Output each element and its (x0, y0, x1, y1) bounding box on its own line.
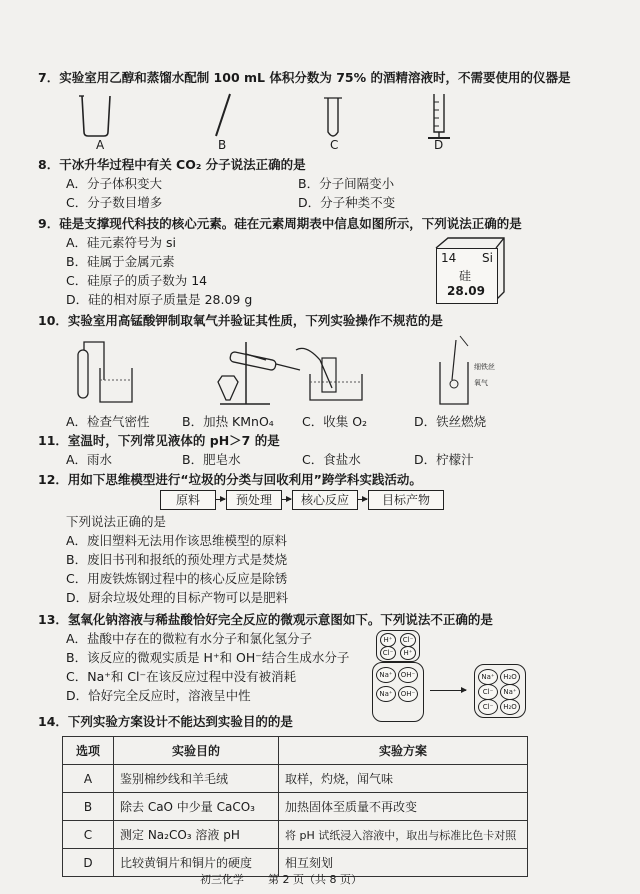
q10-option-b: B．加热 KMnO₄ (182, 414, 274, 429)
flow-arrow-1 (215, 499, 225, 500)
q7-label-a: A (96, 138, 105, 152)
reaction-arrow (430, 690, 466, 691)
row-plan: 相互刻划 (279, 849, 528, 877)
row-goal: 比较黄铜片和铜片的硬度 (114, 849, 279, 877)
q14-table (62, 736, 528, 877)
q11-option-b: B．肥皂水 (182, 452, 241, 467)
q11-stem: 11．室温时，下列常见液体的 pH＞7 的是 (38, 433, 280, 448)
water-molecule: H₂O (500, 699, 520, 715)
ion-na: Na⁺ (376, 667, 396, 683)
q8-option-c: C．分子数目增多 (66, 195, 163, 210)
q9-option-a: A．硅元素符号为 si (66, 235, 177, 250)
table-row (63, 793, 528, 821)
footer-page-number: 第 2 页（共 8 页） (268, 873, 362, 886)
flow-step-3: 核心反应 (292, 490, 358, 510)
row-option: C (63, 821, 114, 849)
row-option: B (63, 793, 114, 821)
q8-stem: 8．干冰升华过程中有关 CO₂ 分子说法正确的是 (38, 157, 306, 172)
row-goal: 鉴别棉纱线和羊毛绒 (114, 765, 279, 793)
q10-label-oxygen: 氧气 (474, 379, 488, 387)
ion-cl: Cl⁻ (478, 684, 498, 700)
row-plan: 将 pH 试纸浸入溶液中，取出与标准比色卡对照 (279, 821, 528, 849)
row-option: D (63, 849, 114, 877)
flow-step-1: 原料 (160, 490, 216, 510)
q8-option-b: B．分子间隔变小 (298, 176, 395, 191)
q10-stem: 10．实验室用高锰酸钾制取氧气并验证其性质，下列实验操作不规范的是 (38, 313, 443, 328)
ion-na: Na⁺ (500, 684, 520, 700)
q10-option-d: D．铁丝燃烧 (414, 414, 487, 429)
table-row (63, 765, 528, 793)
flow-step-4: 目标产物 (368, 490, 444, 510)
q7-stem: 7．实验室用乙醇和蒸馏水配制 100 mL 体积分数为 75% 的酒精溶液时，不需要使用的仪器是 (38, 70, 571, 85)
ion-h: H⁺ (400, 646, 416, 660)
ion-cl: Cl⁻ (478, 699, 498, 715)
q11-option-d: D．柠檬汁 (414, 452, 474, 467)
ion-oh: OH⁻ (398, 686, 418, 702)
ion-na: Na⁺ (376, 686, 396, 702)
element-name: 硅 (459, 269, 472, 283)
table-row (63, 821, 528, 849)
ion-oh: OH⁻ (398, 667, 418, 683)
ion-h: H⁺ (380, 633, 396, 647)
q7-label-b: B (218, 138, 227, 152)
q11-option-c: C．食盐水 (302, 452, 361, 467)
header-option: 选项 (63, 737, 114, 765)
row-option: A (63, 765, 114, 793)
header-plan: 实验方案 (279, 737, 528, 765)
element-card (436, 248, 498, 304)
q12-stem: 12．用如下思维模型进行“垃圾的分类与回收利用”跨学科实践活动。 (38, 472, 422, 487)
q7-label-d: D (434, 138, 444, 152)
q10-apparatus (70, 330, 510, 410)
water-molecule: H₂O (500, 669, 520, 685)
footer-subject: 初三化学 (200, 873, 244, 886)
ion-na: Na⁺ (478, 669, 498, 685)
q11-option-a: A．雨水 (66, 452, 113, 467)
flow-arrow-3 (357, 499, 367, 500)
q13-option-c: C．Na⁺和 Cl⁻在该反应过程中没有被消耗 (66, 669, 297, 684)
q9-option-b: B．硅属于金属元素 (66, 254, 175, 269)
q10-option-c: C．收集 O₂ (302, 414, 368, 429)
element-number: 14 (441, 251, 457, 265)
q13-option-b: B．该反应的微观实质是 H⁺和 OH⁻结合生成水分子 (66, 650, 350, 665)
q7-instruments (70, 90, 490, 148)
q10-option-a: A．检查气密性 (66, 414, 150, 429)
q8-option-d: D．分子种类不变 (298, 195, 396, 210)
q10-label-wire: 细铁丝 (474, 363, 495, 371)
q13-option-a: A．盐酸中存在的微粒有水分子和氯化氢分子 (66, 631, 313, 646)
q12-option-d: D．厨余垃圾处理的目标产物可以是肥料 (66, 590, 289, 605)
row-plan: 取样，灼烧，闻气味 (279, 765, 528, 793)
row-goal: 测定 Na₂CO₃ 溶液 pH (114, 821, 279, 849)
q12-option-b: B．废旧书刊和报纸的预处理方式是焚烧 (66, 552, 288, 567)
q12-substem: 下列说法正确的是 (66, 514, 167, 529)
row-plan: 加热固体至质量不再改变 (279, 793, 528, 821)
q9-option-c: C．硅原子的质子数为 14 (66, 273, 208, 288)
flow-step-2: 预处理 (226, 490, 282, 510)
element-mass: 28.09 (447, 284, 485, 298)
element-symbol: Si (482, 251, 493, 265)
q13-option-d: D．恰好完全反应时，溶液呈中性 (66, 688, 251, 703)
table-header-row (63, 737, 528, 765)
q13-stem: 13．氢氧化钠溶液与稀盐酸恰好完全反应的微观示意图如下。下列说法不正确的是 (38, 612, 493, 627)
q9-option-d: D．硅的相对原子质量是 28.09 g (66, 292, 253, 307)
q8-option-a: A．分子体积变大 (66, 176, 163, 191)
ion-cl: Cl⁻ (400, 633, 416, 647)
row-goal: 除去 CaO 中少量 CaCO₃ (114, 793, 279, 821)
header-goal: 实验目的 (114, 737, 279, 765)
q12-option-a: A．废旧塑料无法用作该思维模型的原料 (66, 533, 288, 548)
q14-stem: 14．下列实验方案设计不能达到实验目的的是 (38, 714, 293, 729)
q7-label-c: C (330, 138, 339, 152)
flow-arrow-2 (281, 499, 291, 500)
q9-stem: 9．硅是支撑现代科技的核心元素。硅在元素周期表中信息如图所示，下列说法正确的是 (38, 216, 522, 231)
ion-cl: Cl⁻ (380, 646, 396, 660)
q12-option-c: C．用废铁炼钢过程中的核心反应是除锈 (66, 571, 288, 586)
